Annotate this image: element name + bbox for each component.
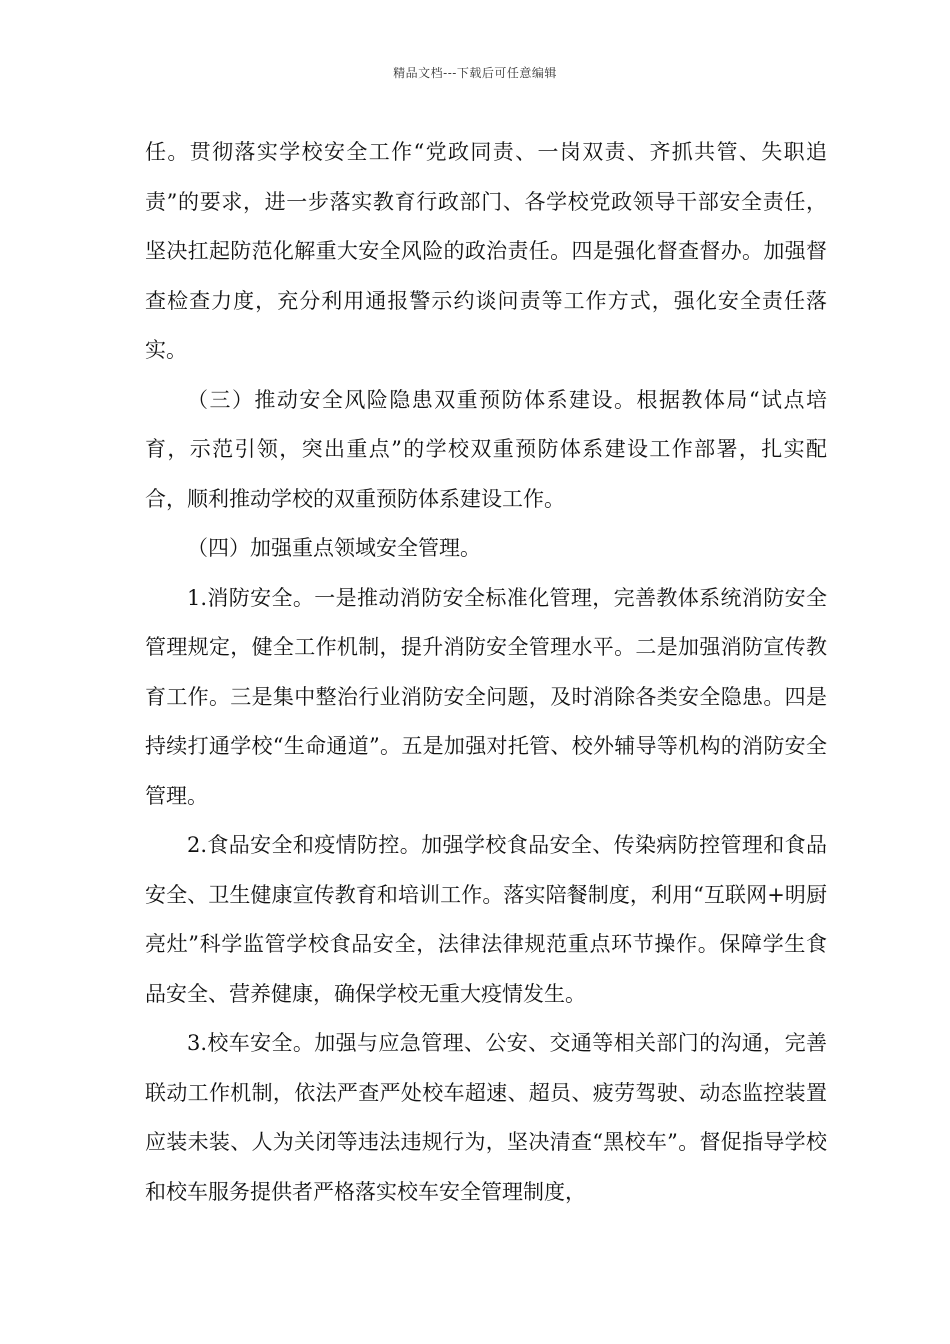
paragraph-school-bus-safety: 3.校车安全。加强与应急管理、公安、交通等相关部门的沟通，完善联动工作机制，依法严查严处校车超速、超员、疲劳驾驶、动态监控装置应装未装、人为关闭等违法违规行为，坚决清查“黑校车”。督促指导学校和校车服务提供者严格落实校车安全管理制度， [145,1031,827,1204]
document-body [145,128,827,1217]
paragraph-food-safety: 2.食品安全和疫情防控。加强学校食品安全、传染病防控管理和食品安全、卫生健康宣传教育和培训工作。落实陪餐制度，利用“互联网+明厨亮灶”科学监管学校食品安全，法律法律规范重点环节操作。保障学生食品安全、营养健康，确保学校无重大疫情发生。 [145,833,827,1006]
paragraph-section-4-heading: （四）加强重点领域安全管理。 [187,536,481,560]
page-header: 精品文档---下载后可任意编辑 [393,66,557,80]
paragraph-fire-safety: 1.消防安全。一是推动消防安全标准化管理，完善教体系统消防安全管理规定，健全工作机制，提升消防安全管理水平。二是加强消防宣传教育工作。三是集中整治行业消防安全问题，及时消除各类安全隐患。四是持续打通学校“生命通道”。五是加强对托管、校外辅导等机构的消防安全管理。 [145,585,827,808]
paragraph-section-3: （三）推动安全风险隐患双重预防体系建设。根据教体局“试点培育，示范引领，突出重点”的学校双重预防体系建设工作部署，扎实配合，顺利推动学校的双重预防体系建设工作。 [145,387,827,511]
paragraph-responsibility: 任。贯彻落实学校安全工作“党政同责、一岗双责、齐抓共管、失职追责”的要求，进一步落实教育行政部门、各学校党政领导干部安全责任，坚决扛起防范化解重大安全风险的政治责任。四是强化督查督办。加强督查检查力度，充分利用通报警示约谈问责等工作方式，强化安全责任落实。 [145,140,827,362]
